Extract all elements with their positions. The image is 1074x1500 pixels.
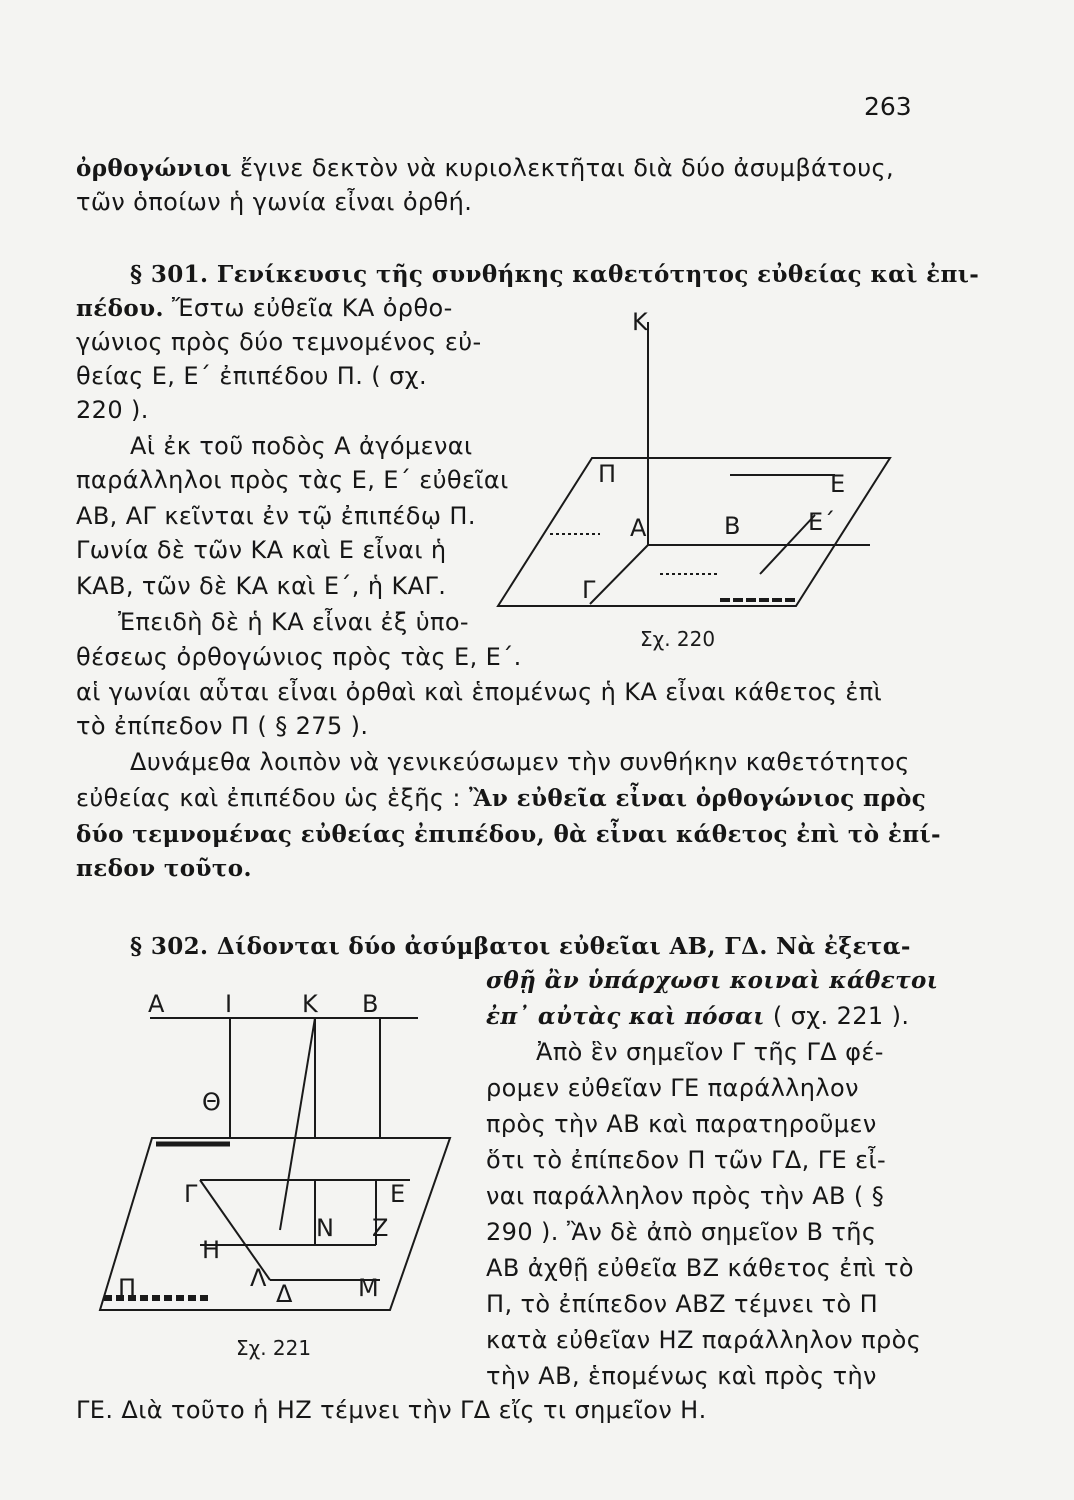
text-span: ἔγινε δεκτὸν νὰ κυριολεκτῆται διὰ δύο ἀσυμβάτους,: [231, 154, 894, 182]
label-i: Ι: [225, 990, 233, 1018]
caption-220: Σχ. 220: [640, 627, 716, 651]
text-line: ρομεν εὐθεῖαν ΓΕ παράλληλον: [486, 1074, 859, 1102]
text-line: αἱ γωνίαι αὗται εἶναι ὀρθαὶ καὶ ἑπομένως ἡ ΚΑ εἶναι κάθετος ἐπὶ: [76, 678, 883, 706]
label-n: Ν: [316, 1214, 334, 1242]
section-301-heading: [130, 258, 979, 291]
text-line: [76, 782, 926, 815]
text-line: [76, 292, 453, 325]
label-e: Ε: [390, 1180, 406, 1208]
label-p: Π: [118, 1274, 137, 1302]
text-line: κατὰ εὐθεῖαν ΗΖ παράλληλον πρὸς: [486, 1326, 922, 1354]
label-h: Η: [202, 1236, 221, 1264]
bold-statement: πεδον τοῦτο.: [76, 855, 252, 882]
text-line: Ἐπειδὴ δὲ ἡ ΚΑ εἶναι ἐξ ὑπο-: [118, 608, 469, 636]
text-line: Γωνία δὲ τῶν ΚΑ καὶ Ε εἶναι ἡ: [76, 536, 447, 564]
label-m: Μ: [358, 1274, 379, 1302]
line-slant: [280, 1018, 315, 1230]
section-title: Δίδονται δύο ἀσύμβατοι εὐθεῖαι ΑΒ, ΓΔ. Νὰ ἐξετα-: [208, 933, 911, 960]
text-line: γώνιος πρὸς δύο τεμνομένος εὐ-: [76, 328, 482, 356]
section-number: § 302.: [130, 933, 209, 960]
text-line: ΑΒ ἀχθῇ εὐθεῖα ΒΖ κάθετος ἐπὶ τὸ: [486, 1254, 914, 1282]
text-line: ΑΒ, ΑΓ κεῖνται ἐν τῷ ἐπιπέδῳ Π.: [76, 502, 476, 530]
section-title: ἐπ᾽ αὐτὰς καὶ πόσαι: [486, 1003, 765, 1030]
bold-statement: δύο τεμνομένας εὐθείας ἐπιπέδου, θὰ εἶναι κάθετος ἐπὶ τὸ ἐπί-: [76, 821, 941, 848]
section-title: Γενίκευσις τῆς συνθήκης καθετότητος εὐθείας καὶ ἐπι-: [208, 261, 980, 288]
text-line: 220 ).: [76, 396, 149, 424]
label-k: Κ: [302, 990, 318, 1018]
label-d: Δ: [276, 1280, 293, 1308]
text-line: [76, 152, 894, 185]
label-a: Α: [148, 990, 165, 1018]
text-line: ΚΑΒ, τῶν δὲ ΚΑ καὶ Ε΄, ἡ ΚΑΓ.: [76, 572, 447, 600]
section-number: § 301.: [130, 261, 209, 288]
figure-220: [490, 290, 910, 670]
text-span: εὐθείας καὶ ἐπιπέδου ὡς ἑξῆς :: [76, 784, 469, 812]
text-line: Αἱ ἐκ τοῦ ποδὸς Α ἀγόμεναι: [130, 432, 473, 460]
label-b: Β: [724, 512, 741, 540]
line-ag: [590, 545, 648, 604]
text-line: θείας Ε, Ε΄ ἐπιπέδου Π. ( σχ.: [76, 362, 427, 390]
text-line: 290 ). Ἂν δὲ ἀπὸ σημεῖον Β τῆς: [486, 1218, 877, 1246]
plane-p: [100, 1138, 450, 1310]
text-line: Ἀπὸ ἓν σημεῖον Γ τῆς ΓΔ φέ-: [536, 1038, 884, 1066]
label-z: Ζ: [372, 1214, 389, 1242]
text-line: [486, 1000, 909, 1033]
text-line: ΓΕ. Διὰ τοῦτο ἡ ΗΖ τέμνει τὴν ΓΔ εἴς τι σημεῖον Η.: [76, 1396, 707, 1424]
section-title: σθῇ ἂν ὑπάρχωσι κοιναὶ κάθετοι: [486, 967, 939, 994]
text-line: παράλληλοι πρὸς τὰς Ε, Ε΄ εὐθεῖαι: [76, 466, 509, 494]
page-number: 263: [864, 92, 912, 121]
text-span: ( σχ. 221 ).: [764, 1002, 910, 1030]
label-p: Π: [598, 460, 617, 488]
text-line: τὴν ΑΒ, ἑπομένως καὶ πρὸς τὴν: [486, 1362, 877, 1390]
section-title: πέδου.: [76, 295, 164, 322]
text-line: τῶν ὁποίων ἡ γωνία εἶναι ὀρθή.: [76, 188, 473, 216]
caption-221: Σχ. 221: [236, 1336, 312, 1360]
figure-221: [90, 990, 480, 1370]
text-line: ναι παράλληλον πρὸς τὴν ΑΒ ( §: [486, 1182, 885, 1210]
bold-term: ὀρθογώνιοι: [76, 155, 232, 182]
label-g: Γ: [582, 576, 596, 604]
bold-statement: Ἂν εὐθεῖα εἶναι ὀρθογώνιος πρὸς: [468, 785, 927, 812]
section-302-heading: [130, 930, 911, 963]
text-line: τὸ ἐπίπεδον Π ( § 275 ).: [76, 712, 369, 740]
label-a: Α: [630, 514, 647, 542]
text-line: πρὸς τὴν ΑΒ καὶ παρατηροῦμεν: [486, 1110, 877, 1138]
label-l: Λ: [250, 1264, 267, 1292]
text-line: θέσεως ὀρθογώνιος πρὸς τὰς Ε, Ε΄.: [76, 643, 522, 671]
label-k: Κ: [632, 308, 648, 336]
label-b: Β: [362, 990, 379, 1018]
text-line: ὅτι τὸ ἐπίπεδον Π τῶν ΓΔ, ΓΕ εἶ-: [486, 1146, 887, 1174]
text-line: Δυνάμεθα λοιπὸν νὰ γενικεύσωμεν τὴν συνθήκην καθετότητος: [130, 748, 910, 776]
label-th: Θ: [202, 1088, 221, 1116]
text-line: Π, τὸ ἐπίπεδον ΑΒΖ τέμνει τὸ Π: [486, 1290, 879, 1318]
label-e: Ε: [830, 470, 846, 498]
label-e2: Ε΄: [808, 508, 836, 536]
label-g: Γ: [184, 1180, 198, 1208]
text-span: Ἔστω εὐθεῖα ΚΑ ὀρθο-: [163, 294, 453, 322]
